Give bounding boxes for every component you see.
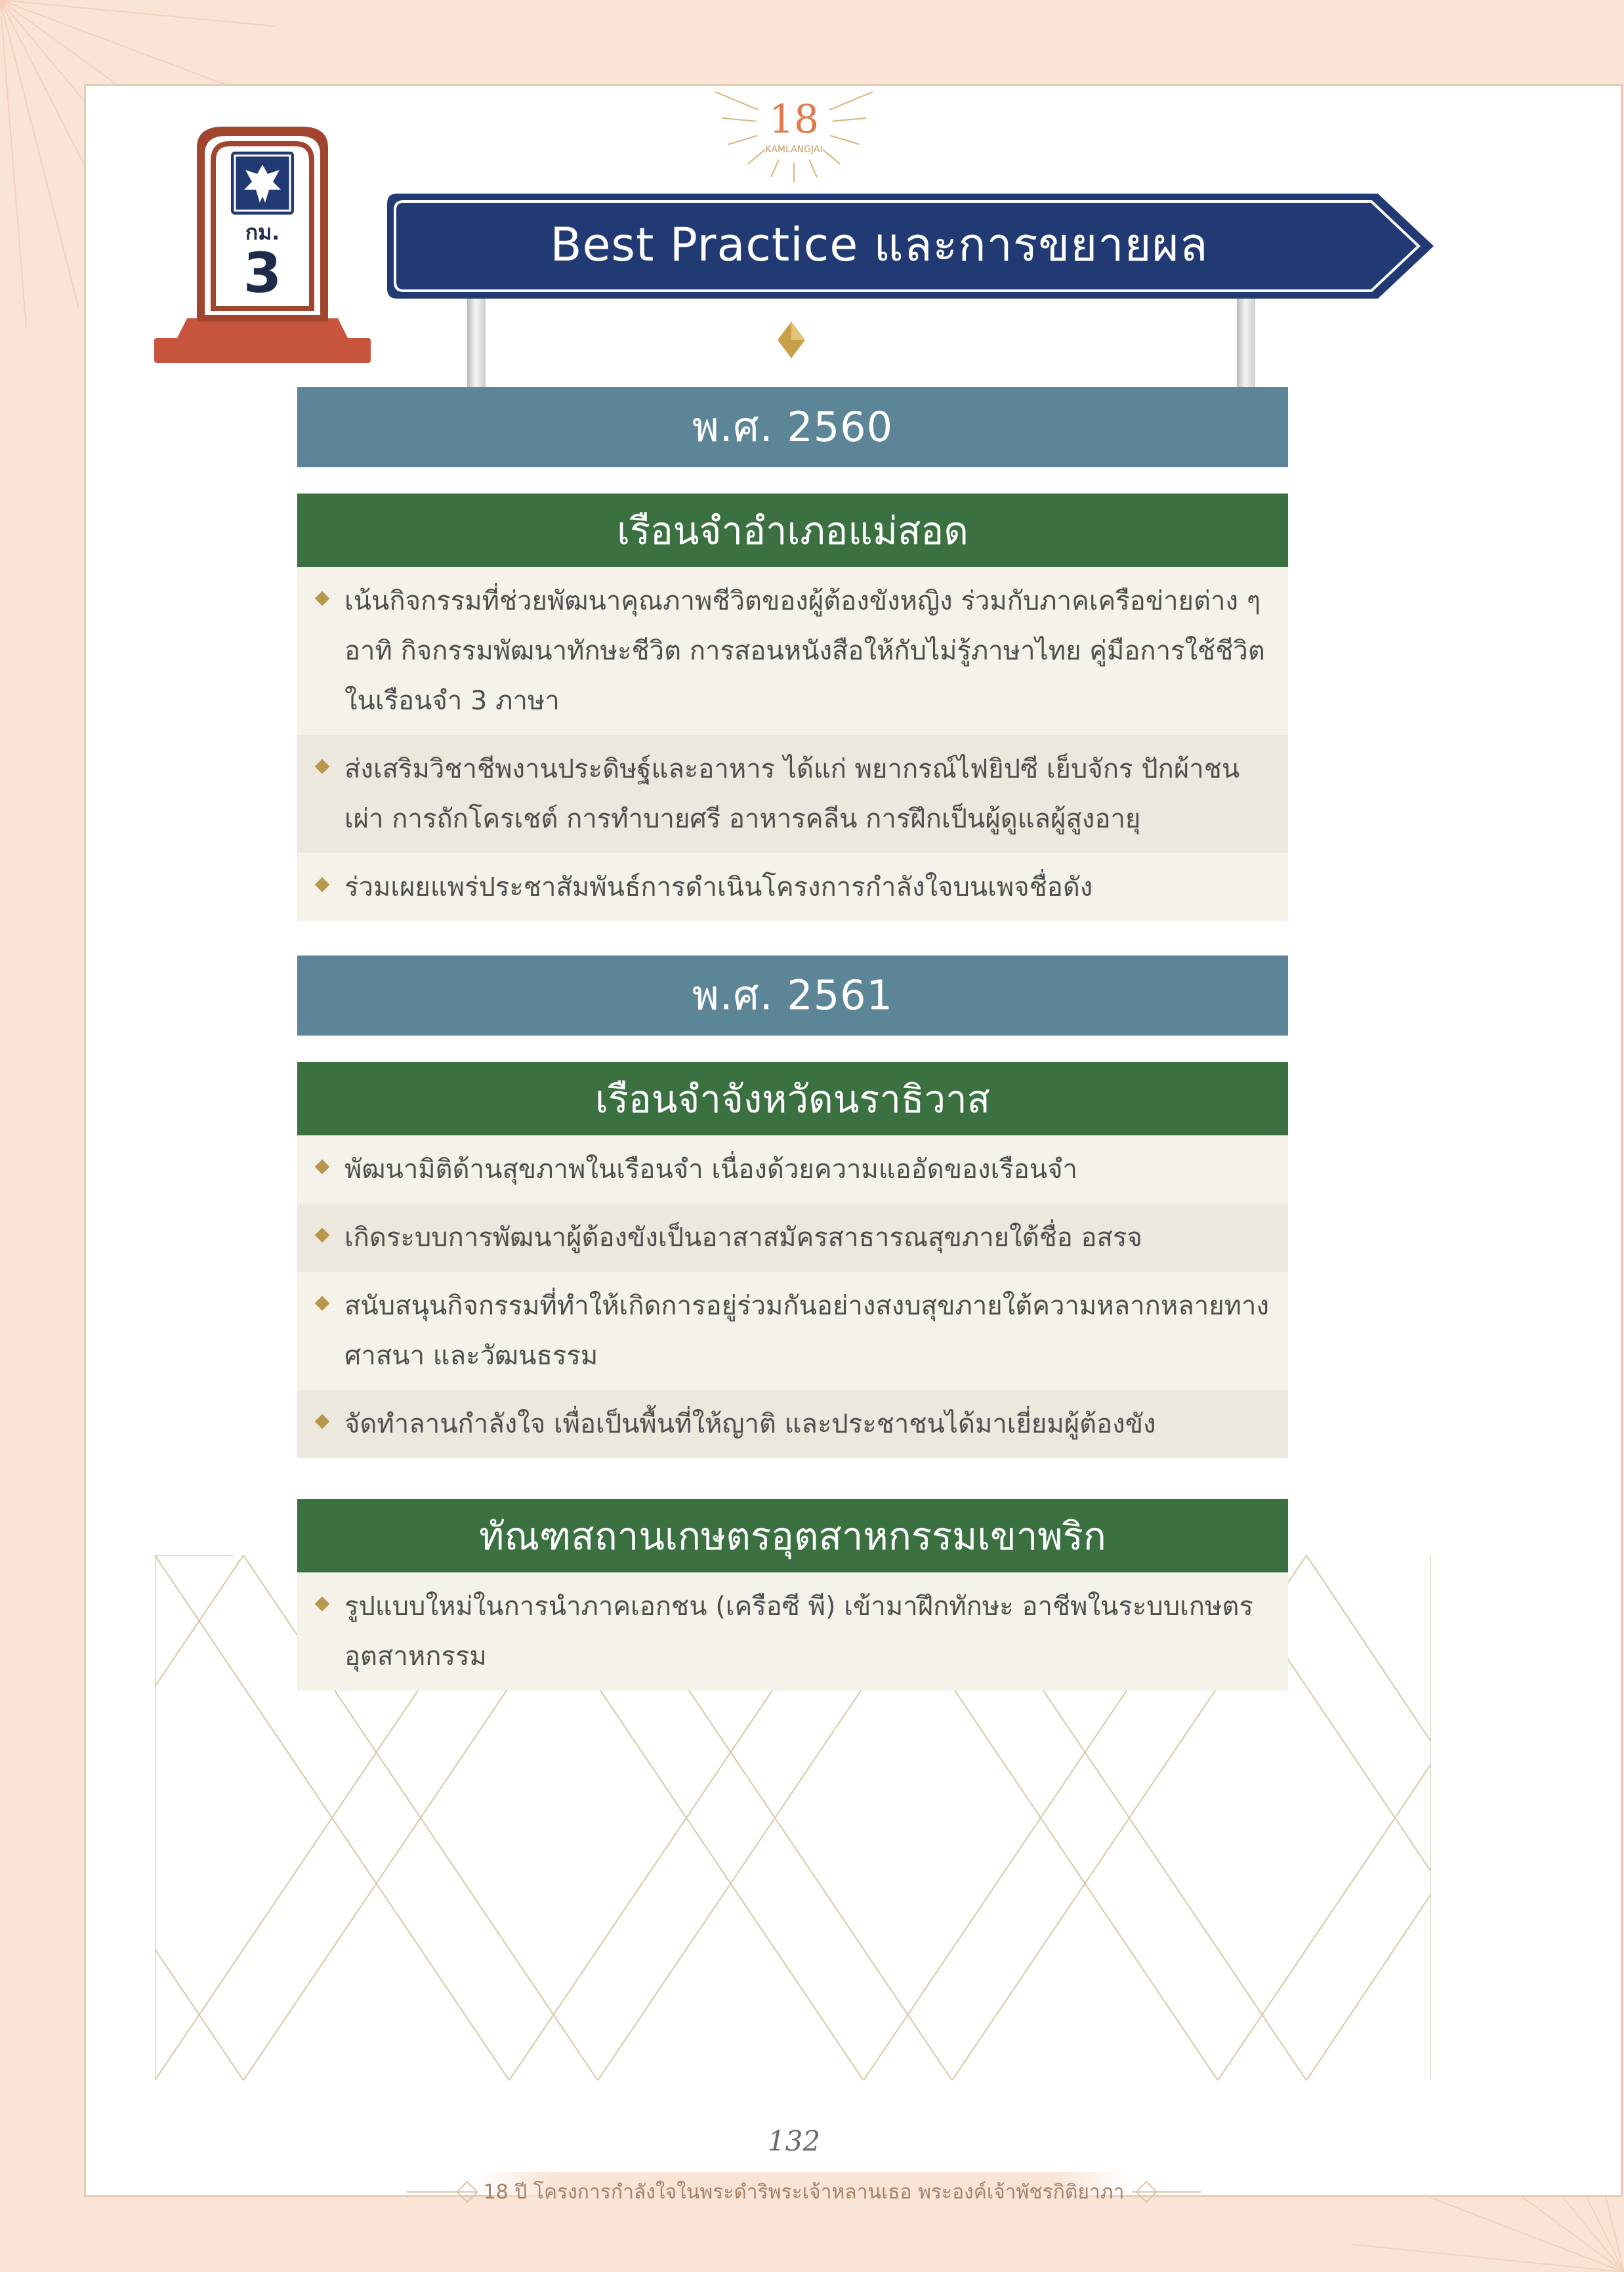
diamond-bullet-icon: [315, 1228, 330, 1243]
list-item: รูปแบบใหม่ในการนำภาคเอกชน (เครือซี พี) เข้ามาฝึกทักษะ อาชีพในระบบเกษตรอุตสาหกรรม: [297, 1572, 1288, 1691]
gold-diamond-ornament: [778, 322, 805, 358]
section-heading-narathiwat: เรือนจำจังหวัดนราธิวาส: [297, 1062, 1288, 1135]
item-list-maesot: [297, 567, 1288, 921]
logo-number: 18: [768, 96, 820, 142]
diamond-bullet-icon: [315, 1160, 330, 1175]
milestone-marker: [151, 121, 374, 368]
diamond-bullet-icon: [315, 1414, 330, 1429]
list-item: ร่วมเผยแพร่ประชาสัมพันธ์การดำเนินโครงการกำลังใจบนเพจชื่อดัง: [297, 853, 1288, 921]
list-item: ส่งเสริมวิชาชีพงานประดิษฐ์และอาหาร ได้แก่ พยากรณ์ไฟยิปซี เย็บจักร ปักผ้าชนเผ่า การถักโครเชต์ การทำบายศรี อาหารคลีน การฝึกเป็นผู้ดูแลผู้สูงอายุ: [297, 735, 1288, 853]
diamond-bullet-icon: [315, 1597, 330, 1612]
list-item: เกิดระบบการพัฒนาผู้ต้องขังเป็นอาสาสมัครสาธารณสุขภายใต้ชื่อ อสรจ: [297, 1204, 1288, 1272]
milestone-label: กม.: [245, 220, 280, 245]
page-number: 132: [767, 2125, 821, 2157]
list-item: สนับสนุนกิจกรรมที่ทำให้เกิดการอยู่ร่วมกันอย่างสงบสุขภายใต้ความหลากหลายทางศาสนา และวัฒนธรรม: [297, 1272, 1288, 1390]
diamond-bullet-icon: [315, 1296, 330, 1311]
list-item: เน้นกิจกรรมที่ช่วยพัฒนาคุณภาพชีวิตของผู้ต้องขังหญิง ร่วมกับภาคเครือข่ายต่าง ๆ อาทิ กิจกรรมพัฒนาทักษะชีวิต การสอนหนังสือให้กับไม่รู้ภาษาไทย คู่มือการใช้ชีวิตในเรือนจำ 3 ภาษา: [297, 567, 1288, 735]
diamond-bullet-icon: [315, 877, 330, 893]
kamlangjai-logo: [696, 72, 892, 184]
page-title: Best Practice และการขยายผล: [550, 218, 1209, 272]
item-list-khaophrik: [297, 1572, 1288, 1691]
milestone-number: 3: [243, 241, 282, 305]
footer-caption: 18 ปี โครงการกำลังใจในพระดำริพระเจ้าหลานเธอ พระองค์เจ้าพัชรกิติยาภา: [476, 2172, 1132, 2212]
sign-pole-right: [1237, 299, 1255, 387]
list-item: จัดทำลานกำลังใจ เพื่อเป็นพื้นที่ให้ญาติ และประชาชนได้มาเยี่ยมผู้ต้องขัง: [297, 1390, 1288, 1458]
year-header-2561: พ.ศ. 2561: [297, 956, 1288, 1036]
item-list-narathiwat: [297, 1135, 1288, 1458]
sign-pole-left: [467, 299, 486, 387]
list-item: พัฒนามิติด้านสุขภาพในเรือนจำ เนื่องด้วยความแออัดของเรือนจำ: [297, 1135, 1288, 1204]
diamond-bullet-icon: [315, 759, 330, 774]
year-header-2560: พ.ศ. 2560: [297, 387, 1288, 467]
section-heading-khaophrik: ทัณฑสถานเกษตรอุตสาหกรรมเขาพริก: [297, 1499, 1288, 1572]
section-heading-maesot: เรือนจำอำเภอแม่สอด: [297, 494, 1288, 567]
logo-caption: KAMLANGJAI: [765, 144, 823, 155]
content-area: [297, 387, 1288, 1691]
diamond-bullet-icon: [315, 591, 330, 606]
